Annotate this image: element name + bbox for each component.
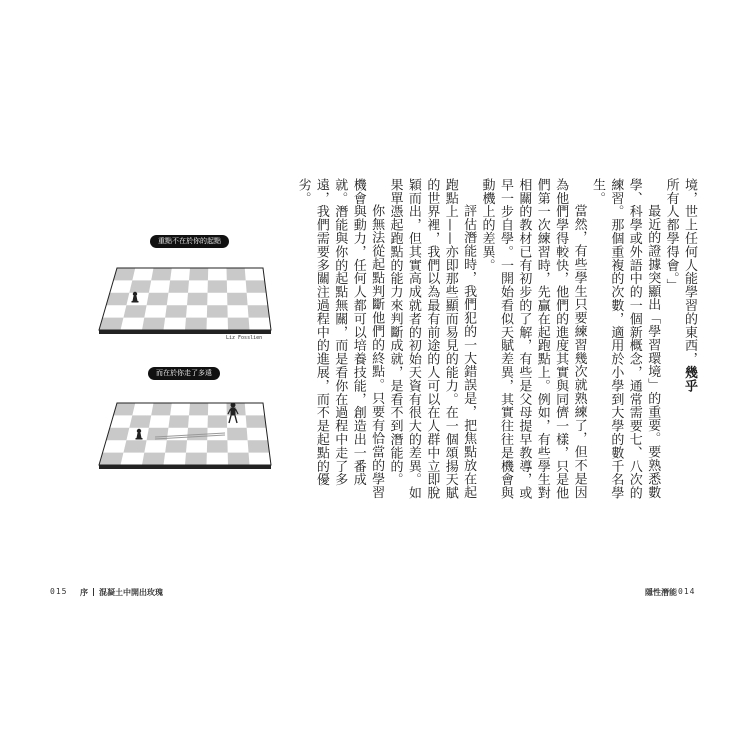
board-square bbox=[189, 268, 208, 280]
board-square bbox=[99, 318, 123, 330]
chapter-title: 混凝土中開出玫瑰 bbox=[99, 588, 163, 597]
board-square bbox=[228, 318, 250, 330]
board-square bbox=[189, 403, 208, 415]
board-square bbox=[123, 305, 146, 317]
caption-badge-starting-point: 重點不在於你的起點 bbox=[150, 235, 229, 248]
board-square bbox=[246, 280, 267, 292]
board-square bbox=[129, 280, 151, 292]
board-square bbox=[227, 428, 248, 440]
running-footer-right: 隱性潛能 bbox=[645, 588, 677, 597]
paragraph-3: 評估潛能時，我們犯的一大錯誤是，把焦點放在起跑點上——亦即那些顯而易見的能力。在一個頌揚天賦的世界裡，我們以為最有前途的人可以在人群中立即脫穎而出，但其實高成就者的初始天資有很大的差異。如果單憑起跑點的能力來判斷成就，是看不到潛能的。 bbox=[387, 178, 477, 500]
board-square bbox=[227, 293, 248, 305]
paragraph-2: 當然，有些學生只要練習幾次就熟練了，但不是因為他們學得較快，他們的進度其實與同儕一樣，只是他們第一次練習時，先贏在起跑點上。例如，有些學生對相關的教材已有初步的了解，有些是父母提早教導，或早一步自學。一開始看似天賦差異，其實往往是機會與動機上的差異。 bbox=[479, 178, 587, 500]
paragraph-1: 最近的證據突顯出「學習環境」的重要。要熟悉數學、科學或外語中的一個新概念，通常需要七、八次的練習。那個重複的次數，適用於小學到大學的數千名學生。 bbox=[589, 178, 661, 500]
board-square bbox=[168, 415, 189, 427]
board-square bbox=[129, 415, 151, 427]
board-square bbox=[123, 440, 146, 452]
caption-badge-how-far: 而在於你走了多遠 bbox=[148, 367, 220, 380]
artist-signature: Liz Fosslien bbox=[226, 335, 263, 341]
paragraph-0: 境，世上任何人能學習的東西，幾乎所有人都學得會。」 bbox=[663, 178, 697, 393]
chapter-label: 序 bbox=[80, 588, 88, 597]
board-square bbox=[185, 453, 207, 465]
board-square bbox=[248, 440, 270, 452]
board-square bbox=[151, 403, 172, 415]
running-footer-left bbox=[80, 587, 163, 598]
board-square bbox=[151, 268, 172, 280]
footer-divider bbox=[93, 588, 94, 596]
board-square bbox=[165, 440, 187, 452]
board-square bbox=[187, 293, 208, 305]
pawn-icon bbox=[132, 292, 139, 303]
board-square bbox=[208, 280, 228, 292]
board-square bbox=[99, 453, 123, 465]
board-square bbox=[147, 293, 169, 305]
board-square bbox=[185, 318, 207, 330]
page-number-right: 014 bbox=[678, 587, 696, 596]
board-square bbox=[207, 440, 228, 452]
board-square bbox=[168, 280, 189, 292]
board-square bbox=[142, 318, 165, 330]
board-square bbox=[207, 305, 228, 317]
board-square bbox=[208, 415, 228, 427]
board-square bbox=[227, 268, 246, 280]
page-number-left: 015 bbox=[50, 587, 68, 596]
chessboard-illustration-top bbox=[95, 260, 275, 340]
body-text-vertical bbox=[295, 178, 698, 504]
board-square bbox=[142, 453, 165, 465]
chessboard-illustration-bottom bbox=[95, 395, 275, 475]
paragraph-4: 你無法從起點判斷他們的終點。只要有恰當的學習機會與動力，任何人都可以培養技能，創造出一番成就。潛能與你的起點無關，而是看你在過程中走了多遠，我們需要多關注過程中的進展，而不是起點的優劣。 bbox=[295, 178, 385, 499]
board-square bbox=[165, 305, 187, 317]
board-square bbox=[228, 453, 250, 465]
board-square bbox=[248, 305, 270, 317]
board-square bbox=[246, 415, 267, 427]
pawn-icon bbox=[136, 429, 143, 440]
